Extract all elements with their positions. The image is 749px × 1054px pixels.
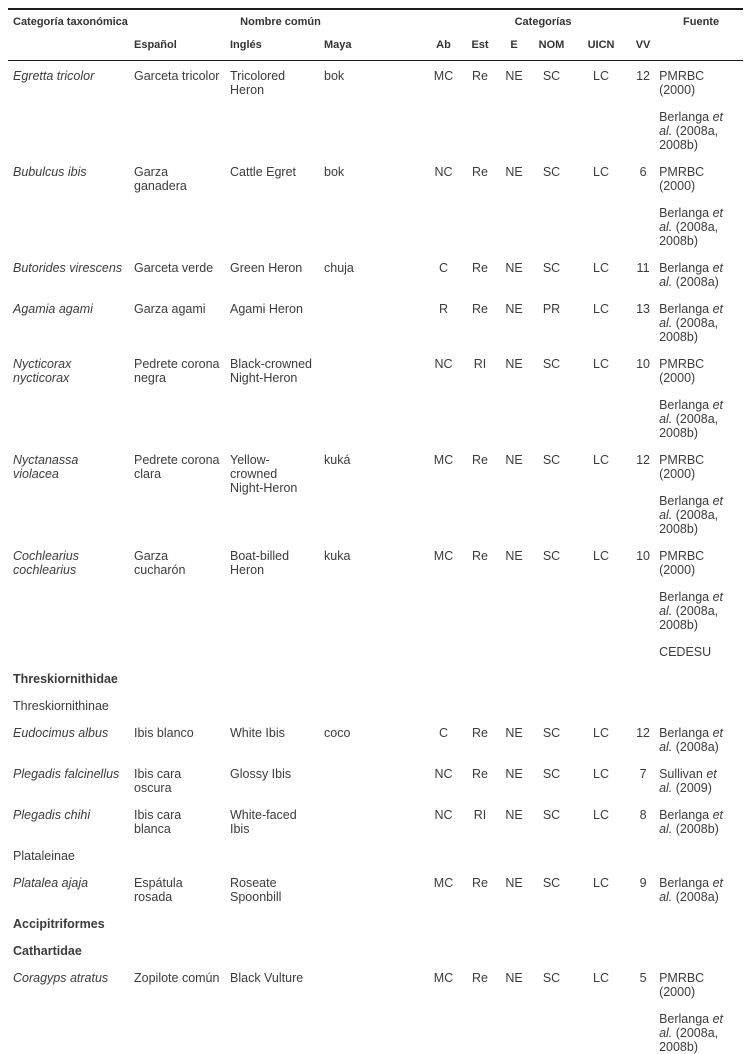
source-entry: Berlanga et al. (2008a) [659, 876, 733, 904]
vv-value: 9 [627, 863, 659, 904]
source-entry: Berlanga et al. (2008a, 2008b) [659, 398, 733, 440]
col-header-taxonomic-category: Categoría taxonómica [8, 9, 134, 61]
maya-name [324, 863, 427, 904]
abundance-value: MC [427, 61, 460, 153]
abundance-value: C [427, 713, 460, 754]
maya-name: chuja [324, 248, 427, 289]
nom-value: SC [528, 344, 575, 440]
source-entry: Berlanga et al. (2008a, 2008b) [659, 1012, 733, 1054]
abundance-value: C [427, 248, 460, 289]
nom-value: PR [528, 289, 575, 344]
iucn-value: LC [575, 863, 627, 904]
scientific-name: Butorides virescens [8, 248, 134, 289]
scientific-name: Plegadis falcinellus [8, 754, 134, 795]
english-name: Agami Heron [230, 289, 324, 344]
taxon-order-header: Accipitriformes [8, 904, 743, 931]
nom-value: SC [528, 152, 575, 248]
english-name: Black-crowned Night-Heron [230, 344, 324, 440]
abundance-value: NC [427, 152, 460, 248]
source-entry: Berlanga et al. (2008a, 2008b) [659, 494, 733, 536]
scientific-name: Agamia agami [8, 289, 134, 344]
maya-name [324, 344, 427, 440]
endemism-value: NE [500, 713, 528, 754]
scientific-name: Coragyps atratus [8, 958, 134, 1054]
vv-value: 12 [627, 440, 659, 536]
english-name: Roseate Spoonbill [230, 863, 324, 904]
seasonality-value: Re [460, 289, 500, 344]
english-name: Green Heron [230, 248, 324, 289]
spanish-name: Ibis blanco [134, 713, 230, 754]
taxon-family-header: Cathartidae [8, 931, 743, 958]
vv-value: 7 [627, 754, 659, 795]
table-row-platalea-ajaja [8, 863, 743, 904]
scientific-name: Bubulcus ibis [8, 152, 134, 248]
table-row-cochlearius-cochlearius [8, 536, 743, 659]
col-header-ab: Ab [427, 29, 460, 61]
vv-value: 10 [627, 344, 659, 440]
abundance-value: MC [427, 440, 460, 536]
abundance-value: R [427, 289, 460, 344]
col-header-e: E [500, 29, 528, 61]
nom-value: SC [528, 440, 575, 536]
iucn-value: LC [575, 344, 627, 440]
nom-value: SC [528, 248, 575, 289]
maya-name: coco [324, 713, 427, 754]
abundance-value: NC [427, 795, 460, 836]
table-row-agamia-agami [8, 289, 743, 344]
english-name: Cattle Egret [230, 152, 324, 248]
source-cell [659, 440, 743, 536]
source-entry: Sullivan et al. (2009) [659, 767, 733, 795]
english-name: Glossy Ibis [230, 754, 324, 795]
source-entry: Berlanga et al. (2008a, 2008b) [659, 302, 733, 344]
seasonality-value: RI [460, 795, 500, 836]
source-cell [659, 795, 743, 836]
nom-value: SC [528, 536, 575, 659]
iucn-value: LC [575, 713, 627, 754]
iucn-value: LC [575, 61, 627, 153]
table-row-eudocimus-albus [8, 713, 743, 754]
source-cell [659, 248, 743, 289]
abundance-value: NC [427, 344, 460, 440]
seasonality-value: Re [460, 713, 500, 754]
scientific-name: Nycticorax nycticorax [8, 344, 134, 440]
seasonality-value: Re [460, 248, 500, 289]
source-entry: PMRBC (2000) [659, 453, 733, 481]
english-name: Yellow-crowned Night-Heron [230, 440, 324, 536]
source-cell [659, 61, 743, 153]
source-cell [659, 958, 743, 1054]
table-row-coragyps-atratus [8, 958, 743, 1054]
endemism-value: NE [500, 248, 528, 289]
spanish-name: Pedrete corona negra [134, 344, 230, 440]
source-entry: PMRBC (2000) [659, 165, 733, 193]
maya-name [324, 795, 427, 836]
iucn-value: LC [575, 152, 627, 248]
table-row-group-threskiornithidae [8, 659, 743, 686]
col-header-vv: VV [627, 29, 659, 61]
table-row-group-cathartidae [8, 931, 743, 958]
seasonality-value: Re [460, 754, 500, 795]
abundance-value: NC [427, 754, 460, 795]
source-cell [659, 152, 743, 248]
nom-value: SC [528, 754, 575, 795]
source-entry: PMRBC (2000) [659, 971, 733, 999]
maya-name [324, 958, 427, 1054]
spanish-name: Ibis cara oscura [134, 754, 230, 795]
source-cell [659, 536, 743, 659]
iucn-value: LC [575, 536, 627, 659]
source-entry: PMRBC (2000) [659, 549, 733, 577]
table-row-nyctanassa-violacea [8, 440, 743, 536]
maya-name: kuká [324, 440, 427, 536]
vv-value: 13 [627, 289, 659, 344]
iucn-value: LC [575, 754, 627, 795]
spanish-name: Pedrete corona clara [134, 440, 230, 536]
table-row-group-threskiornithinae [8, 686, 743, 713]
spanish-name: Ibis cara blanca [134, 795, 230, 836]
nom-value: SC [528, 795, 575, 836]
maya-name [324, 754, 427, 795]
spanish-name: Garza agami [134, 289, 230, 344]
source-entry: Berlanga et al. (2008a) [659, 261, 733, 289]
table-row-plegadis-falcinellus [8, 754, 743, 795]
english-name: Boat-billed Heron [230, 536, 324, 659]
english-name: Black Vulture [230, 958, 324, 1054]
seasonality-value: Re [460, 440, 500, 536]
seasonality-value: Re [460, 152, 500, 248]
source-entry: CEDESU [659, 645, 733, 659]
taxon-family-header: Threskiornithidae [8, 659, 743, 686]
endemism-value: NE [500, 958, 528, 1054]
col-header-nom: NOM [528, 29, 575, 61]
source-cell [659, 863, 743, 904]
endemism-value: NE [500, 754, 528, 795]
table-body [8, 61, 743, 1054]
spanish-name: Garceta tricolor [134, 61, 230, 153]
source-cell [659, 754, 743, 795]
nom-value: SC [528, 61, 575, 153]
iucn-value: LC [575, 795, 627, 836]
source-entry: PMRBC (2000) [659, 357, 733, 385]
col-group-categories: Categorías [427, 9, 659, 29]
table-row-plegadis-chihi [8, 795, 743, 836]
endemism-value: NE [500, 289, 528, 344]
spanish-name: Garza ganadera [134, 152, 230, 248]
iucn-value: LC [575, 958, 627, 1054]
endemism-value: NE [500, 152, 528, 248]
source-entry: Berlanga et al. (2008b) [659, 808, 733, 836]
table-row-butorides-virescens [8, 248, 743, 289]
col-header-est: Est [460, 29, 500, 61]
maya-name: bok [324, 61, 427, 153]
scientific-name: Eudocimus albus [8, 713, 134, 754]
abundance-value: MC [427, 536, 460, 659]
source-entry: PMRBC (2000) [659, 69, 733, 97]
vv-value: 10 [627, 536, 659, 659]
source-entry: Berlanga et al. (2008a, 2008b) [659, 110, 733, 152]
table-row-nycticorax-nycticorax [8, 344, 743, 440]
taxon-subfamily-header: Plataleinae [8, 836, 743, 863]
nom-value: SC [528, 713, 575, 754]
col-header-source: Fuente [659, 9, 743, 61]
source-entry: Berlanga et al. (2008a, 2008b) [659, 590, 733, 632]
col-header-spanish: Español [134, 29, 230, 61]
species-table [8, 8, 743, 1054]
col-header-english: Inglés [230, 29, 324, 61]
seasonality-value: Re [460, 863, 500, 904]
abundance-value: MC [427, 863, 460, 904]
endemism-value: NE [500, 536, 528, 659]
spanish-name: Zopilote común [134, 958, 230, 1054]
source-entry: Berlanga et al. (2008a, 2008b) [659, 206, 733, 248]
col-header-maya: Maya [324, 29, 427, 61]
endemism-value: NE [500, 440, 528, 536]
abundance-value: MC [427, 958, 460, 1054]
col-group-common-name: Nombre común [134, 9, 427, 29]
taxon-subfamily-header: Threskiornithinae [8, 686, 743, 713]
iucn-value: LC [575, 248, 627, 289]
english-name: Tricolored Heron [230, 61, 324, 153]
col-header-uicn: UICN [575, 29, 627, 61]
source-cell [659, 713, 743, 754]
vv-value: 6 [627, 152, 659, 248]
scientific-name: Egretta tricolor [8, 61, 134, 153]
table-row-group-accipitriformes [8, 904, 743, 931]
scientific-name: Plegadis chihi [8, 795, 134, 836]
table-row-bubulcus-ibis [8, 152, 743, 248]
english-name: White Ibis [230, 713, 324, 754]
scientific-name: Cochlearius cochlearius [8, 536, 134, 659]
seasonality-value: Re [460, 61, 500, 153]
maya-name: bok [324, 152, 427, 248]
maya-name [324, 289, 427, 344]
nom-value: SC [528, 863, 575, 904]
endemism-value: NE [500, 344, 528, 440]
endemism-value: NE [500, 795, 528, 836]
vv-value: 8 [627, 795, 659, 836]
vv-value: 12 [627, 713, 659, 754]
vv-value: 11 [627, 248, 659, 289]
seasonality-value: Re [460, 536, 500, 659]
spanish-name: Espátula rosada [134, 863, 230, 904]
endemism-value: NE [500, 61, 528, 153]
table-row-egretta-tricolor [8, 61, 743, 153]
source-cell [659, 344, 743, 440]
nom-value: SC [528, 958, 575, 1054]
spanish-name: Garza cucharón [134, 536, 230, 659]
scientific-name: Nyctanassa violacea [8, 440, 134, 536]
seasonality-value: RI [460, 344, 500, 440]
table-row-group-plataleinae [8, 836, 743, 863]
seasonality-value: Re [460, 958, 500, 1054]
iucn-value: LC [575, 289, 627, 344]
vv-value: 12 [627, 61, 659, 153]
maya-name: kuka [324, 536, 427, 659]
vv-value: 5 [627, 958, 659, 1054]
iucn-value: LC [575, 440, 627, 536]
scientific-name: Platalea ajaja [8, 863, 134, 904]
source-entry: Berlanga et al. (2008a) [659, 726, 733, 754]
english-name: White-faced Ibis [230, 795, 324, 836]
source-cell [659, 289, 743, 344]
spanish-name: Garceta verde [134, 248, 230, 289]
table-header [8, 9, 743, 61]
endemism-value: NE [500, 863, 528, 904]
